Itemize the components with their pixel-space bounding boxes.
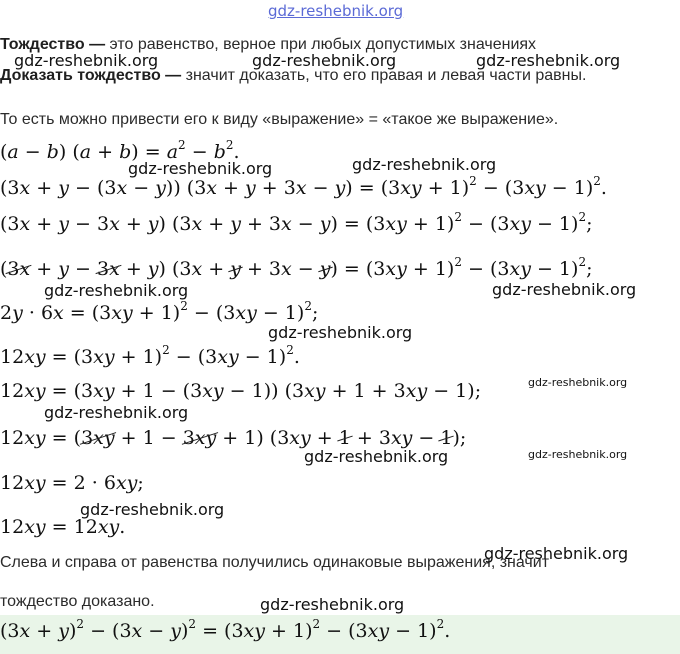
watermark-text: gdz-reshebnik.org <box>268 323 413 342</box>
watermark-text: gdz-reshebnik.org <box>528 376 628 389</box>
watermark-text: gdz-reshebnik.org <box>80 500 225 519</box>
step-4: $2y \cdot 6x = (3xy + 1)^2 - (3xy - 1)^2$; <box>0 299 319 324</box>
step-3-cancelled: (3x + y − 3x + y) $(3x + y + 3x - y) = (3xy + 1)^2 - (3xy - 1)^2$; <box>0 255 593 280</box>
conclusion-line-1: Слева и справа от равенства получились одинаковые выражения, значит <box>0 554 550 571</box>
answer-formula: $(3x + y)^2 - (3x - y)^2 = (3xy + 1)^2 - (3xy - 1)^2$. <box>0 617 451 642</box>
definition-prove-text: значит доказать, что его правая и левая части равны. <box>181 67 587 84</box>
watermark-text: gdz-reshebnik.org <box>304 447 449 466</box>
watermark-text: gdz-reshebnik.org <box>44 281 189 300</box>
watermark-text: gdz-reshebnik.org <box>14 51 159 70</box>
step-2: (3x + y − 3x + y) $(3x + y + 3x - y) = (3xy + 1)^2 - (3xy - 1)^2$; <box>0 210 593 235</box>
intro-text: То есть можно привести его к виду «выражение» = «такое же выражение». <box>0 111 559 128</box>
watermark-link[interactable]: gdz-reshebnik.org <box>268 2 404 20</box>
step-5: $12xy = (3xy + 1)^2 - (3xy - 1)^2$. <box>0 343 300 368</box>
definition-identity-text: это равенство, верное при любых допустимых значениях <box>105 36 537 53</box>
step-6: 12xy = (3xy + 1 − (3xy − 1)) (3xy + 1 + 3xy − 1); <box>0 380 482 402</box>
watermark-text: gdz-reshebnik.org <box>128 159 273 178</box>
step-1: (3x + y − (3x − y)) $(3x + y + 3x - y) = (3xy + 1)^2 - (3xy - 1)^2$. <box>0 174 607 199</box>
watermark-text: gdz-reshebnik.org <box>352 155 497 174</box>
difference-of-squares-formula: (a − b) $(a + b) = a^2 - b^2$. <box>0 138 240 163</box>
watermark-text: gdz-reshebnik.org <box>484 544 629 563</box>
watermark-text: gdz-reshebnik.org <box>528 448 628 461</box>
term-identity: Тождество — <box>0 36 106 53</box>
watermark-text: gdz-reshebnik.org <box>252 51 397 70</box>
step-8: 12xy = 2 · 6xy; <box>0 472 144 494</box>
watermark-text: gdz-reshebnik.org <box>260 595 405 614</box>
step-9: 12xy = 12xy. <box>0 516 126 538</box>
term-prove: Доказать тождество — <box>0 67 182 84</box>
conclusion-line-2: тождество доказано. <box>0 593 155 610</box>
watermark-text: gdz-reshebnik.org <box>44 403 189 422</box>
watermark-text: gdz-reshebnik.org <box>492 280 637 299</box>
watermark-text: gdz-reshebnik.org <box>476 51 621 70</box>
step-7-cancelled: 12xy = (3xy + 1 − 3xy + 1) (3xy + 1 + 3xy − 1); <box>0 427 467 449</box>
